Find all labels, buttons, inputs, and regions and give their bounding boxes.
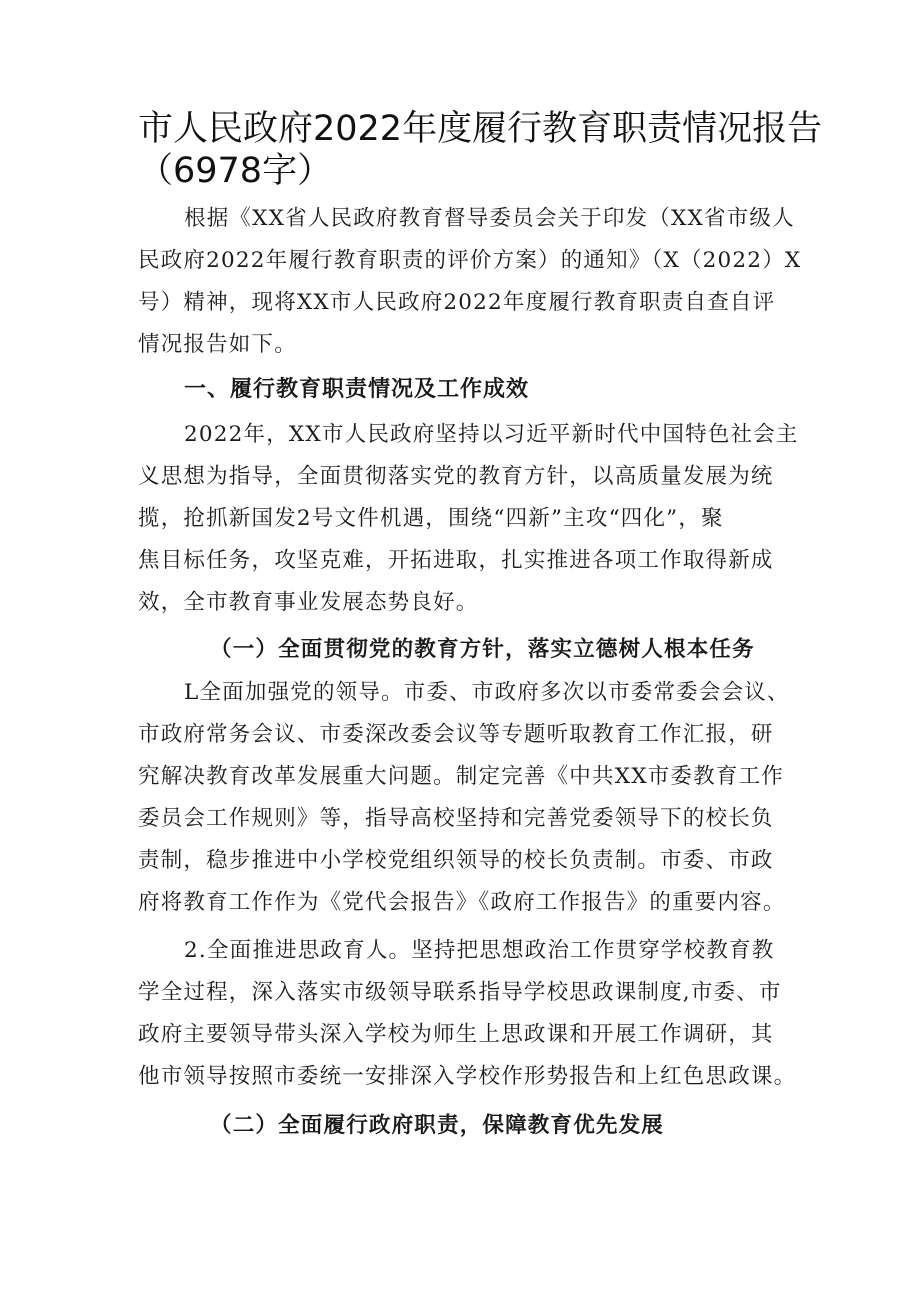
section1-line: 2022年，XX市人民政府坚持以习近平新时代中国特色社会主 [184, 422, 799, 447]
item1-line: L全面加强党的领导。市委、市政府多次以市委常委会会议、 [184, 680, 790, 705]
item2-line: 学全过程，深入落实市级领导联系指导学校思政课制度,市委、市 [138, 980, 782, 1005]
title-line-2: （6978字） [138, 151, 333, 191]
item1-paragraph [138, 672, 798, 924]
intro-line: 根据《XX省人民政府教育督导委员会关于印发（XX省市级人 [184, 206, 795, 231]
intro-line: 民政府2022年履行教育职责的评价方案）的通知》（X（2022）X [138, 248, 802, 273]
section1-paragraph [138, 414, 798, 624]
item1-line: 委员会工作规则》等，指导高校坚持和完善党委领导下的校长负 [138, 806, 774, 831]
item2-line: 2.全面推进思政育人。坚持把思想政治工作贯穿学校教育教 [184, 938, 775, 963]
section-heading-1: 一、履行教育职责情况及工作成效 [184, 377, 530, 402]
section1-line: 效，全市教育事业发展态势良好。 [138, 590, 479, 615]
document-title [138, 108, 838, 192]
intro-paragraph [138, 198, 802, 366]
intro-line: 情况报告如下。 [138, 332, 297, 357]
section1-line: 揽，抢抓新国发2号文件机遇，围绕“四新”主攻“四化”，聚 [138, 506, 724, 531]
section1-line: 焦目标任务，攻坚克难，开拓进取，扎实推进各项工作取得新成 [138, 548, 774, 573]
item1-line: 责制，稳步推进中小学校党组织领导的校长负责制。市委、市政 [138, 848, 774, 873]
item2-paragraph [138, 930, 798, 1098]
title-line-1: 市人民政府2022年度履行教育职责情况报告 [138, 109, 823, 149]
item1-line: 市政府常务会议、市委深改委会议等专题听取教育工作汇报，研 [138, 722, 774, 747]
subsection-heading-1: （一）全面贯彻党的教育方针，落实立德树人根本任务 [210, 637, 755, 662]
item1-line: 究解决教育改革发展重大问题。制定完善《中共XX市委教育工作 [138, 764, 784, 789]
section1-line: 义思想为指导，全面贯彻落实党的教育方针，以高质量发展为统 [138, 464, 774, 489]
subsection-heading-2: （二）全面履行政府职责，保障教育优先发展 [210, 1113, 665, 1138]
intro-line: 号）精神，现将XX市人民政府2022年度履行教育职责自查自评 [138, 290, 776, 315]
item1-line: 府将教育工作作为《党代会报告》《政府工作报告》的重要内容。 [138, 890, 786, 915]
item2-line: 政府主要领导带头深入学校为师生上思政课和开展工作调研，其 [138, 1022, 774, 1047]
item2-line: 他市领导按照市委统一安排深入学校作形势报告和上红色思政课。 [138, 1064, 797, 1089]
